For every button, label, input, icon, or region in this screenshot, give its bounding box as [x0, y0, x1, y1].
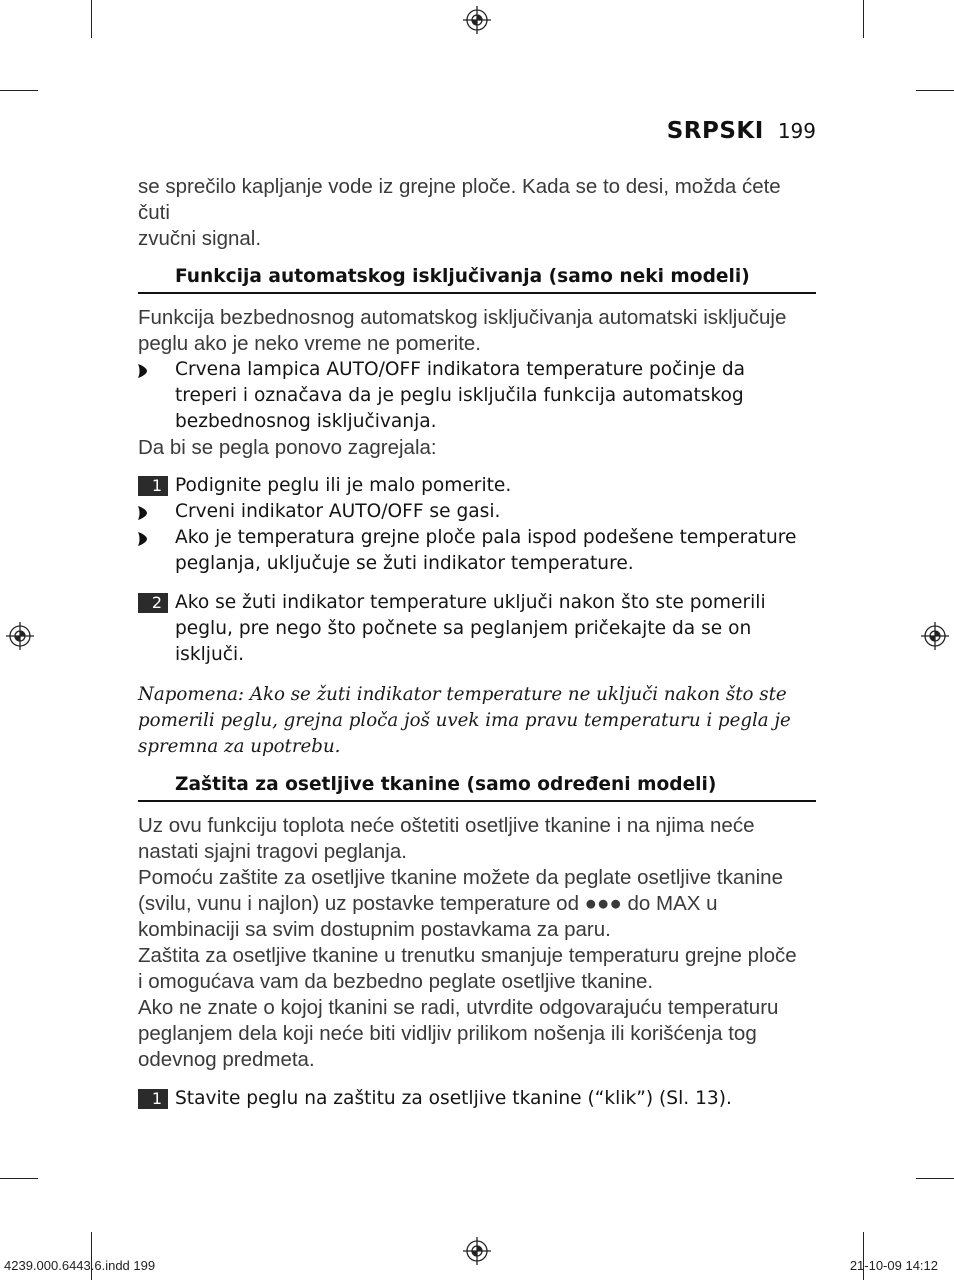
registration-mark-icon [463, 1237, 491, 1265]
note-text: Napomena: Ako se žuti indikator temperature ne uključi nakon što ste pomerili peglu, grejna ploča još uvek ima pravu temperaturu i pegla je spremna za upotrebu. [138, 684, 791, 757]
step-item: 1 Podignite peglu ili je malo pomerite. [138, 473, 816, 499]
bullet-icon [138, 364, 147, 378]
date-slug: 21-10-09 14:12 [849, 1258, 938, 1273]
registration-mark-icon [6, 622, 34, 650]
language-label: SRPSKI [666, 118, 764, 144]
crop-mark [916, 1178, 954, 1179]
delicate-fabrics-description: Uz ovu funkciju toplota neće oštetiti osetljive tkanine i na njima neće nastati sjajni tragovi peglanja. Pomoću zaštite za osetljive tkanine možete da peglate osetljive tkanine (svilu, vunu i najlon) uz postavke temperature od ●●● do MAX u kombinaciji sa svim dostupnim postavkama za paru. Zaštita za osetljive tkanine u trenutku smanjuje temperaturu grejne ploče i omogućava vam da bezbedno peglate osetljive tkanine. Ako ne znate o kojoj tkanini se radi, utvrdite odgovarajuću temperaturu peglanjem dela koji neće biti vidljiv prilikom nošenja ili korišćenja tog odevnog predmeta. [138, 814, 797, 1071]
bullet-icon [138, 506, 147, 520]
step-number: 1 [138, 476, 168, 496]
page-header [667, 118, 816, 144]
file-slug: 4239.000.6443.6.indd 199 [4, 1258, 156, 1273]
crop-mark [0, 90, 38, 91]
crop-mark [916, 90, 954, 91]
bullet-icon [138, 532, 147, 546]
auto-off-description: Funkcija bezbednosnog automatskog isključivanja automatski isključuje peglu ako je neko vreme ne pomerite. [138, 306, 787, 355]
page-number: 199 [777, 119, 816, 143]
bullet-item: Crveni indikator AUTO/OFF se gasi. [138, 499, 816, 525]
page-content [138, 174, 816, 1112]
bullet-item: Crvena lampica AUTO/OFF indikatora temperature počinje da treperi i označava da je peglu isključila funkcija automatskog bezbednosnog isključivanja. [138, 357, 816, 435]
section-heading-delicate-fabrics: Zaštita za osetljive tkanine (samo određeni modeli) [138, 772, 816, 802]
bullet-item: Ako je temperatura grejne ploče pala ispod podešene temperature peglanja, uključuje se žuti indikator temperature. [138, 525, 816, 577]
section-heading-auto-off: Funkcija automatskog isključivanja (samo neki modeli) [138, 264, 816, 294]
crop-mark [0, 1178, 38, 1179]
registration-mark-icon [921, 622, 949, 650]
step-number: 1 [138, 1089, 168, 1109]
step-item: 1 Stavite peglu na zaštitu za osetljive tkanine (“klik”) (Sl. 13). [138, 1086, 816, 1112]
reheat-text: Da bi se pegla ponovo zagrejala: [138, 436, 437, 459]
step-number: 2 [138, 593, 168, 613]
crop-mark [863, 0, 864, 38]
intro-text: se sprečilo kapljanje vode iz grejne ploče. Kada se to desi, možda ćete čuti zvučni signal. [138, 175, 781, 250]
registration-mark-icon [463, 6, 491, 34]
step-item: 2 Ako se žuti indikator temperature uključi nakon što ste pomerili peglu, pre nego što počnete sa peglanjem pričekajte da se on isključi. [138, 590, 816, 668]
crop-mark [91, 0, 92, 38]
